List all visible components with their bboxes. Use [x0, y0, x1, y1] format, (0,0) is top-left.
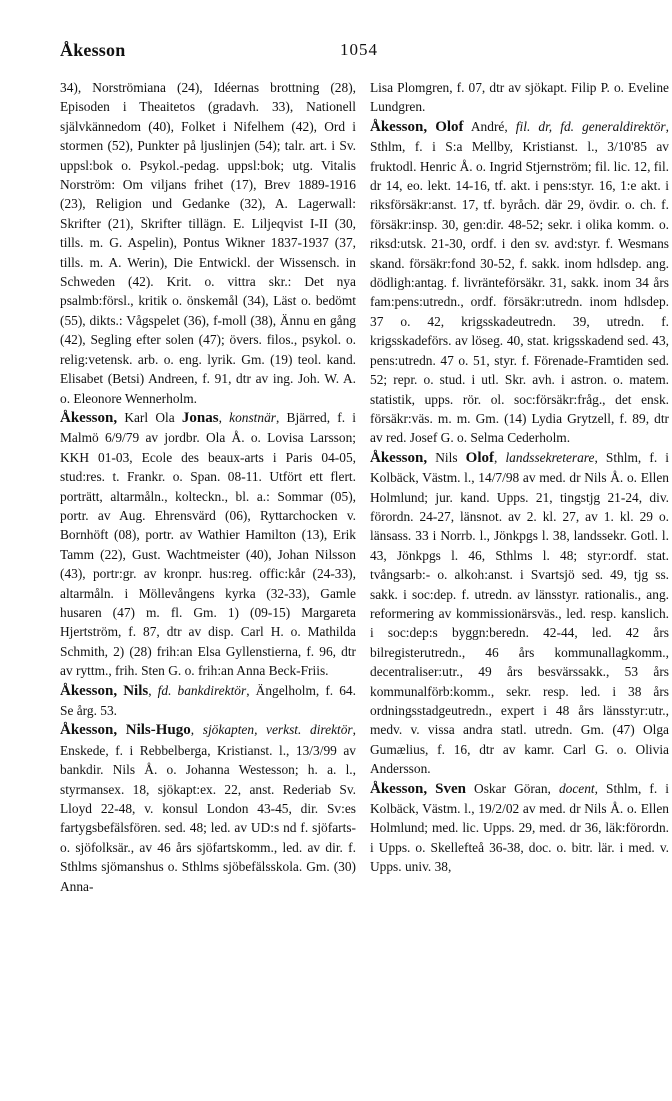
entry-surname: Åkesson,: [60, 409, 118, 426]
entry-given-name: Sven: [435, 780, 466, 797]
entry-akesson-nils-olof: [370, 448, 669, 779]
entry-akesson-jonas: [60, 408, 356, 681]
entry-forenames: André,: [463, 118, 516, 134]
running-head-name: Åkesson: [60, 40, 126, 60]
entry-surname: Åkesson,: [370, 118, 428, 135]
entry-text: , Sthlm, f. i S:a Mellby, Kristianst. l., 3/10'85 av fruktodl. Henric Å. o. Ingrid Stjernström; fil. lic. 12, fil. dr 14, eo. lekt. 14-16, tf. akt. i pens:styr. 16, 1:e akt. i riksförsäkr:anst. 17, tf. byråch. där 29, övdir. o. ch. f. försäkr:insp. 30, gen:dir. 48-52; sekr. i olika komm. o. riksd:utsk. 21-30, ordf. i den sv. avd:styr. f. Wesmans skand. försäkr:fond 30-52, f. sakk. inom hdlsdep. ang. dödligh:antag. f. livränteförsäkr. 31, sakk. inom 34 års fam:pens:utredn., ordf. försäkr:utredn. inom hdlsdep. 37 o. 42, krigsskadeutredn. 39, utredn. f. krigsskadeförs. av löseg. 40, stat. krigsskadend sed. 43, pens:utredn. 47 o. 51, styr. f. Förenade-Framtiden sed. 52; repr. o. stud. i utl. Skr. avh. i astron. o. matem. statistik, upps. rör. ol. soc:försäkr:fråg., det ensk. försäkr:väs. m. m. Gm. (14) Lydia Grytzell, f. 89, dtr av red. Josef G. o. Selma Cederholm.: [370, 118, 670, 446]
entry-separator: ,: [148, 682, 158, 698]
entry-akesson-nils: [60, 681, 356, 721]
left-column: [60, 78, 356, 896]
entry-continuation: [60, 78, 356, 408]
entry-separator: ,: [494, 449, 506, 465]
right-column: [370, 78, 669, 877]
entry-surname: Åkesson,: [370, 780, 428, 797]
entry-surname: Åkesson,: [60, 722, 118, 739]
entry-akesson-olof-andre: [370, 117, 669, 448]
entry-continuation: [370, 78, 669, 117]
entry-given-name: Jonas: [181, 409, 219, 426]
entry-text: , Sthlm, f. i Kolbäck, Västm. l., 14/7/98 av med. dr Nils Å. o. Ellen Holmlund; jur. kand. Upps. 21, tingstjg 21-24, div. förordn. 24-27, länsnot. av 2. kl. 27, av 1. kl. 29 o. länsass. 33 i Norrb. l., Jönkpgs l. 38, landssekr. Gotl. l. 43, Jönkpgs l. 46, Sthlms l. 48; styr:ordf. stat. tvångsarb:- o. alkoh:anst. i Svartsjö sed. 49, tjg ss. sakk. i soc:dep. f. utredn. av länsstyr. rationalis., ang. reformering av kommissionärsväs., led. resp. kanslich. i soc:dep:s byggn:beredn. 42-44, led. 42 års bilregisterutredn., 46 års kommunallagkomm., decentraliser:utr., 49 års besvärssakk., 53 års kommunalförb:komm., sekr. resp. led. i 38 års ordningsstadgeutredn., expert i 48 års länsstyr:utr., medv. v. vissa andra statl. utredn. Gm. (47) Olga Gumælius, f. 16, dtr av kamr. Carl G. o. Olivia Andersson.: [370, 449, 669, 777]
entry-text: Lisa Plomgren, f. 07, dtr av sjökapt. Filip P. o. Eveline Lundgren.: [370, 80, 669, 115]
entry-separator: ,: [190, 722, 203, 738]
entry-title: docent: [558, 780, 595, 796]
entry-title: fd. bankdirektör: [157, 682, 247, 698]
entry-text: , Bjärred, f. i Malmö 6/9/79 av jordbr. Ola Å. o. Lovisa Larsson; KKH 01-03, Ecole des beaux-arts i Paris 04-05, stud:res. t. Frankr. o. Span. 08-11. Utfört ett flert. porträtt, altarmåln., kolteckn., bl. a.: Sommar (05), portr. av Aug. Ehrensvärd (06), Ryttarchocken v. Bornhöft (08), portr. av Wathier Hamilton (13), Erik Tamm (22), Gust. Wachtmeister (40), Johan Nilsson (43), portr:gr. av kronpr. hus:reg. offic:kår (24-33), altarmåln. i Möllevångens kyrka (32-33), Gamle husaren (47) m. fl. Gm. 1) (09-15) Margareta Hjertström, f. 87, dtr av disp. Carl H. o. Mathilda Schmith, 2) (28) frih:an Elsa Gyllenstierna, f. 96, dtr av ryttm., frih. Sten G. o. frih:an Anna Beck-Friis.: [60, 409, 357, 679]
entry-akesson-sven: [370, 779, 669, 877]
entry-text: , Enskede, f. i Rebbelberga, Kristianst. l., 13/3/99 av bankdir. Nils Å. o. Johanna Westesson; h. a. l., styrmansex. 18, sjökapt:ex. 22, anst. Rederiab Sv. Lloyd 22-48, v. konsul London 43-45, dir. Sv:es fartygsbefälsfören. sed. 48; led. av UD:s nd f. sjöfarts- o. sjöfolksär., av 46 års sjöfartskomm., led. av dir. f. Sthlms sjömanshus o. Sthlms sjöbefälsskola. Gm. (30) Anna-: [60, 722, 356, 894]
entry-given-name: Olof: [435, 118, 464, 135]
page-number: 1054: [340, 40, 378, 59]
entry-surname: Åkesson,: [370, 449, 428, 466]
entry-surname: Åkesson,: [60, 682, 118, 699]
entry-separator: ,: [218, 409, 230, 425]
entry-text: 34), Norströmiana (24), Idéernas brottning (28), Episoden i Theaitetos (gradavh. 33), Nationell självkännedom (40), Folket i Nifelhem (42), Ord i stormen (52), Punkter på ljuslinjen (54); talr. art. i Sv. uppsl:bok o. Psykol.-pedag. uppsl:bok; utg. Vitalis Norström: Om viljans frihet (17), Brev 1889-1916 (23), Religion und Gedanke (32), A. Lagerwall: Skrifter (21), Skrifter tillägn. E. Liljeqvist I-II (30, tills. m. G. Aspelin), Pontus Wikner 1837-1937 (37, tills. m. A. Werin), Die Entwickl. der Wissensch. in Schweden (42). Krit. o. vittra skr.: Det nya psalmb:försl., kritik o. önskemål (34), Läst o. bedömt (55), dikts.: Vågspelet (36), f-moll (38), Ännu en gång (42), Segling efter solen (47); övers. filos., psykol. o. relig:vetensk. arb. o. eng. lyrik. Gm. (19) teol. kand. Elisabet (Betsi) Andreen, f. 91, dtr av ing. Joh. W. A. o. Eleonore Wennerholm.: [60, 80, 356, 406]
entry-given-name: Nils: [123, 682, 149, 699]
entry-akesson-nils-hugo: [60, 720, 356, 896]
entry-forenames: Nils: [427, 449, 466, 465]
entry-title: konstnär: [229, 409, 276, 425]
entry-title: sjökapten, verkst. direktör: [202, 722, 353, 738]
page-header: [50, 40, 640, 68]
entry-title: landssekreterare: [505, 449, 595, 465]
entry-given-name: Olof: [465, 449, 494, 466]
entry-given-name: Nils-Hugo: [125, 722, 191, 739]
entry-title: fil. dr, fd. generaldirektör: [515, 118, 666, 134]
entry-forenames: Karl Ola: [117, 409, 182, 425]
entry-text: , Sthlm, f. i Kolbäck, Västm. l., 19/2/02 av med. dr Nils Å. o. Ellen Holmlund; med. lic. Upps. 29, med. dr 36, läk:förordn. i Upps. o. Skellefteå 36-38, doc. o. bitr. lär. i med. v. Upps. univ. 38,: [370, 780, 669, 875]
entry-text: , Ängelholm, f. 64. Se årg. 53.: [60, 682, 356, 718]
entry-forenames: Oskar Göran,: [466, 780, 559, 796]
